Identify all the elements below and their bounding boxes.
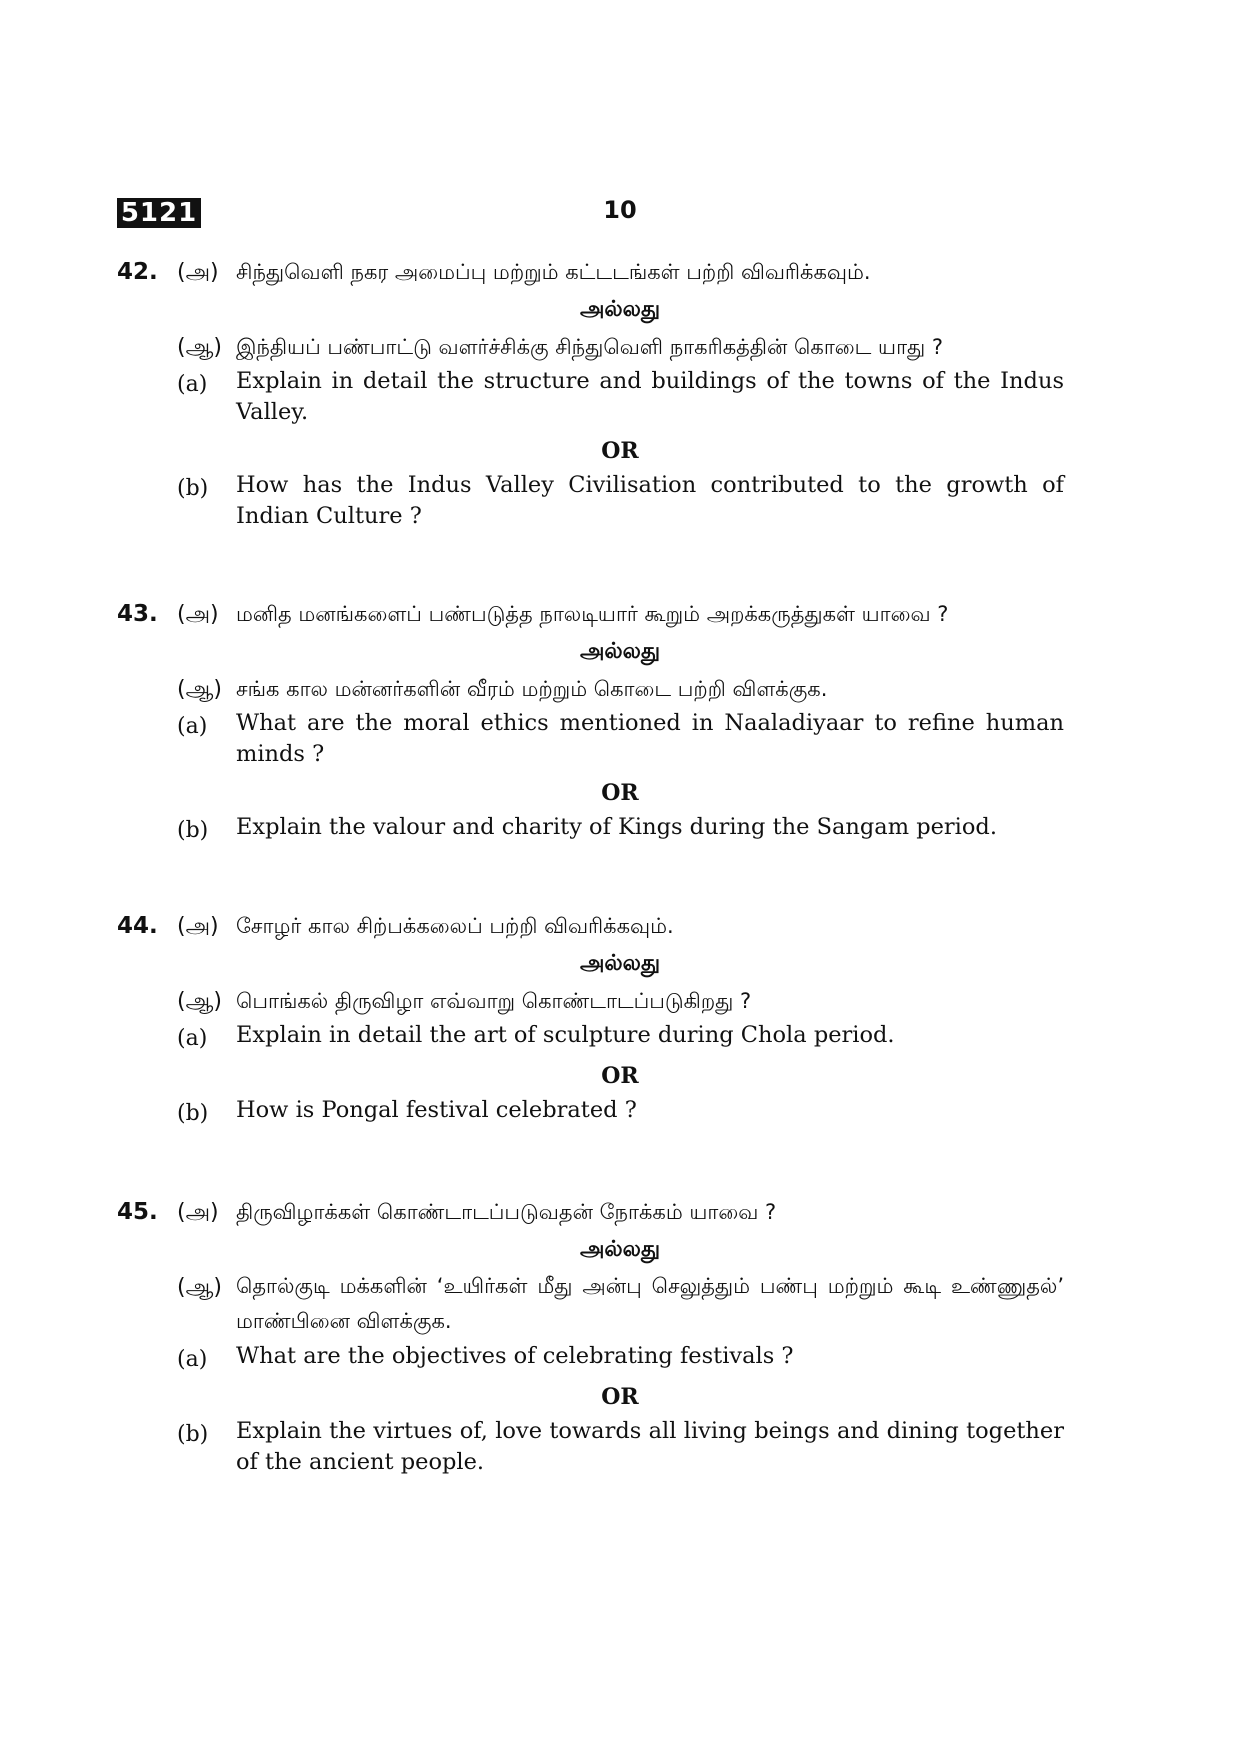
paper-code-badge: 5121	[117, 198, 201, 228]
question-en-a	[0, 366, 1240, 432]
question-ta-a	[0, 908, 1240, 945]
option-label: (b)	[177, 818, 209, 843]
or-separator-en: OR	[601, 1063, 639, 1089]
question-number: 43.	[117, 601, 158, 627]
question-ta-b	[0, 329, 1240, 366]
option-text: திருவிழாக்கள் கொண்டாடப்படுவதன் நோக்கம் யாவை ?	[236, 1200, 777, 1224]
option-text: How is Pongal festival celebrated ?	[236, 1097, 637, 1123]
option-text: Explain in detail the art of sculpture during Chola period.	[236, 1022, 895, 1048]
question-en-b	[0, 470, 1240, 536]
question-en-a	[0, 1341, 1240, 1378]
question-number: 42.	[117, 259, 158, 285]
option-text: What are the moral ethics mentioned in Naaladiyaar to refine human minds ?	[236, 710, 1064, 767]
option-label: (a)	[177, 714, 208, 739]
question-ta-b	[0, 1269, 1240, 1341]
or-separator-en: OR	[601, 780, 639, 806]
option-text: இந்தியப் பண்பாட்டு வளர்ச்சிக்கு சிந்துவெளி நாகரிகத்தின் கொடை யாது ?	[236, 335, 944, 359]
question-en-a	[0, 708, 1240, 774]
option-label: (அ)	[177, 602, 219, 627]
option-text: Explain the valour and charity of Kings during the Sangam period.	[236, 814, 997, 840]
option-text: சங்க கால மன்னர்களின் வீரம் மற்றும் கொடை பற்றி விளக்குக.	[236, 677, 828, 701]
option-text: சிந்துவெளி நகர அமைப்பு மற்றும் கட்டடங்கள் பற்றி விவரிக்கவும்.	[236, 260, 871, 284]
option-text: சோழர் கால சிற்பக்கலைப் பற்றி விவரிக்கவும்.	[236, 914, 674, 938]
question-number: 44.	[117, 913, 158, 939]
or-separator-en: OR	[601, 438, 639, 464]
question-ta-a	[0, 596, 1240, 633]
option-label: (a)	[177, 1026, 208, 1051]
option-label: (அ)	[177, 260, 219, 285]
question-42	[0, 254, 1240, 536]
or-separator-ta: அல்லது	[579, 297, 661, 322]
option-text: Explain in detail the structure and buildings of the towns of the Indus Valley.	[236, 368, 1064, 425]
question-43	[0, 596, 1240, 849]
option-text: பொங்கல் திருவிழா எவ்வாறு கொண்டாடப்படுகிறது ?	[236, 989, 752, 1013]
or-separator-ta: அல்லது	[579, 639, 661, 664]
option-label: (b)	[177, 476, 209, 501]
option-label: (b)	[177, 1101, 209, 1126]
question-en-b	[0, 812, 1240, 849]
or-separator-ta: அல்லது	[579, 1237, 661, 1262]
option-label: (ஆ)	[177, 677, 222, 702]
question-44	[0, 908, 1240, 1132]
option-label: (அ)	[177, 1200, 219, 1225]
question-ta-a	[0, 1194, 1240, 1231]
option-label: (a)	[177, 1347, 208, 1372]
question-number: 45.	[117, 1199, 158, 1225]
option-label: (அ)	[177, 914, 219, 939]
option-label: (a)	[177, 372, 208, 397]
option-text: What are the objectives of celebrating festivals ?	[236, 1343, 794, 1369]
question-en-b	[0, 1095, 1240, 1132]
option-text: Explain the virtues of, love towards all living beings and dining together of the ancient people.	[236, 1418, 1064, 1475]
option-label: (b)	[177, 1422, 209, 1447]
or-separator-ta: அல்லது	[579, 951, 661, 976]
question-en-b	[0, 1416, 1240, 1482]
question-45	[0, 1194, 1240, 1482]
question-ta-a	[0, 254, 1240, 291]
question-ta-b	[0, 671, 1240, 708]
option-label: (ஆ)	[177, 1275, 222, 1300]
option-text: மனித மனங்களைப் பண்படுத்த நாலடியார் கூறும் அறக்கருத்துகள் யாவை ?	[236, 602, 949, 626]
option-text: How has the Indus Valley Civilisation contributed to the growth of Indian Culture ?	[236, 472, 1064, 529]
option-label: (ஆ)	[177, 335, 222, 360]
page-number: 10	[603, 196, 637, 224]
option-label: (ஆ)	[177, 989, 222, 1014]
question-en-a	[0, 1020, 1240, 1057]
option-text: தொல்குடி மக்களின் ‘உயிர்கள் மீது அன்பு செலுத்தும் பண்பு மற்றும் கூடி உண்ணுதல்’ மாண்பினை விளக்குக.	[236, 1274, 1064, 1333]
question-ta-b	[0, 983, 1240, 1020]
or-separator-en: OR	[601, 1384, 639, 1410]
